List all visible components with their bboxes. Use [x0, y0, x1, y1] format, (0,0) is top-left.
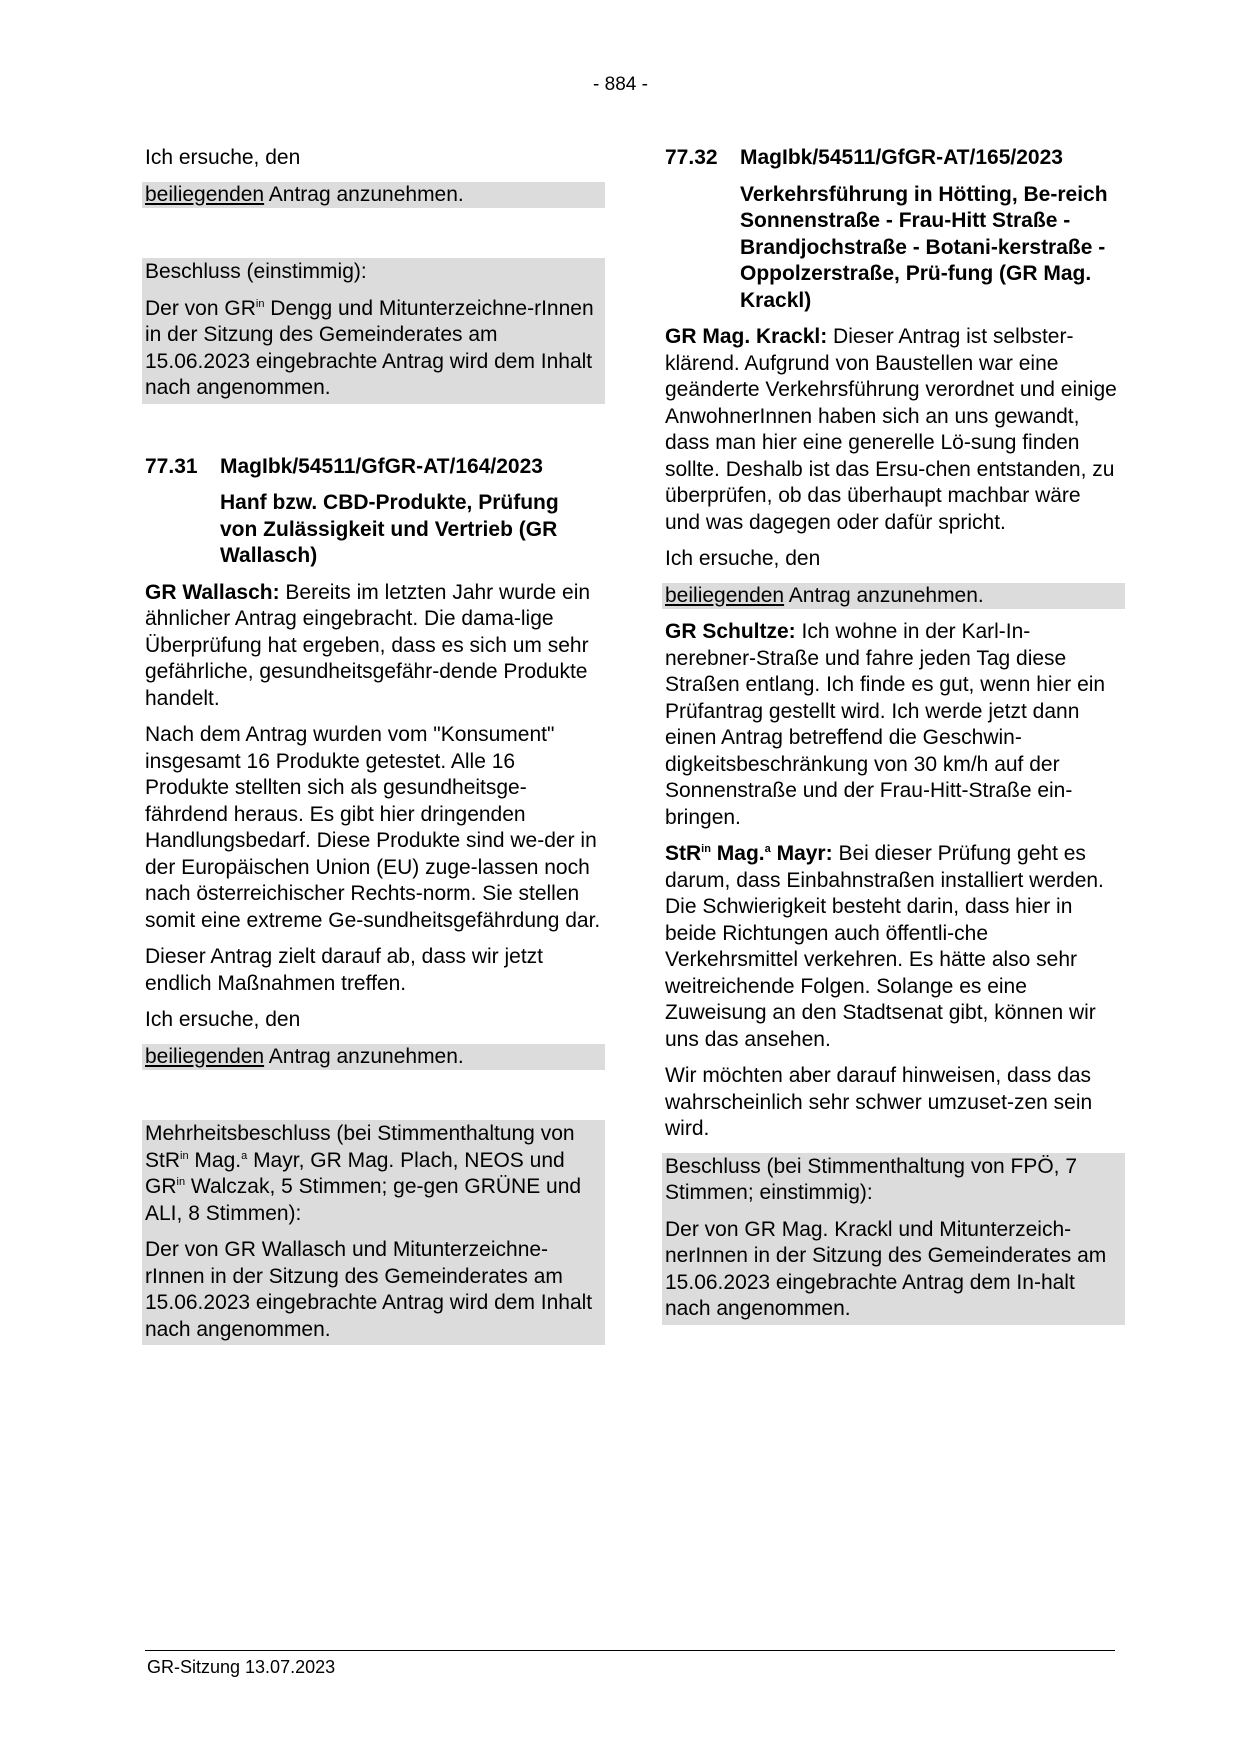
request-line	[142, 182, 605, 209]
speaker-name: GR Wallasch:	[145, 580, 280, 604]
left-column	[145, 145, 601, 1345]
request-intro: Ich ersuche, den	[145, 1008, 301, 1031]
decision-title: Beschluss (bei Stimmenthaltung von FPÖ, 7 Stimmen; einstimmig):	[665, 1154, 1078, 1204]
decision-text: Der von $GR^{in}$ Dengg und Mitunterzeichne-rInnen in der Sitzung des Gemeinderates am 15.06.2023 eingebrachte Antrag wird dem Inhalt nach angenommen.	[145, 296, 594, 399]
request-intro: Ich ersuche, den	[665, 547, 821, 570]
speech-paragraph: Dieser Antrag zielt darauf ab, dass wir jetzt endlich Maßnahmen treffen.	[145, 945, 544, 995]
request-rest: Antrag anzunehmen.	[264, 1044, 464, 1068]
agenda-item-number: 77.32	[665, 146, 718, 169]
agenda-item-title: Verkehrsführung in Hötting, Be-reich Sonnenstraße - Frau-Hitt Straße - Brandjochstraße - Botani-kerstraße - Oppolzerstraße, Prü-fung (GR Mag. Krackl)	[740, 182, 1108, 312]
agenda-item-heading	[665, 145, 1121, 172]
speech-paragraph: Nach dem Antrag wurden vom "Konsument" insgesamt 16 Produkte getestet. Alle 16 Produkte stellten sich als gesundheitsge-fährdend heraus. Es gibt hier dringenden Handlungsbedarf. Diese Produkte sind we-der in der Europäischen Union (EU) zuge-lassen noch nach österreichischer Rechts-norm. Sie stellen somit eine extreme Ge-sundheitsgefährdung dar.	[145, 723, 601, 932]
request-line	[662, 583, 1125, 610]
attachment-link[interactable]: beiliegenden	[145, 1044, 265, 1068]
decision-box	[142, 1120, 605, 1345]
decision-box	[142, 258, 605, 404]
footer-divider	[145, 1650, 1115, 1651]
speech-paragraph: GR Schultze: Ich wohne in der Karl-In-nerebner-Straße und fahre jeden Tag diese Straßen entlang. Ich finde es gut, wenn hier ein Prüfantrag gestellt wird. Ich werde jetzt dann einen Antrag betreffend die Geschwin-digkeitsbeschränkung von 30 km/h auf der Sonnenstraße und der Frau-Hitt-Straße ein-bringen.	[665, 620, 1106, 829]
decision-text: Der von GR Mag. Krackl und Mitunterzeich-nerInnen in der Sitzung des Gemeinderates am 15.06.2023 eingebrachte Antrag dem In-halt nach angenommen.	[665, 1217, 1107, 1320]
page-number: - 884 -	[593, 74, 648, 95]
request-intro: Ich ersuche, den	[145, 146, 301, 169]
decision-box	[662, 1153, 1125, 1325]
speech-paragraph: Wir möchten aber darauf hinweisen, dass das wahrscheinlich sehr schwer umzuset-zen sein wird.	[665, 1064, 1093, 1140]
decision-text: Der von GR Wallasch und Mitunterzeichne-rInnen in der Sitzung des Gemeinderates am 15.06.2023 eingebrachte Antrag wird dem Inhalt nach angenommen.	[145, 1238, 593, 1341]
agenda-item-number: 77.31	[145, 454, 198, 478]
agenda-item-title: Hanf bzw. CBD-Produkte, Prüfung von Zulässigkeit und Vertrieb (GR Wallasch)	[220, 491, 559, 567]
attachment-link[interactable]: beiliegenden	[665, 583, 785, 607]
speaker-name: GR Schultze:	[665, 620, 796, 643]
speech-paragraph: GR Wallasch: Bereits im letzten Jahr wurde ein ähnlicher Antrag eingebracht. Die dama-lige Überprüfung hat ergeben, dass es sich um sehr gefährliche, gesundheitsgefähr-dende Produkte handelt.	[145, 580, 591, 710]
speech-paragraph: GR Mag. Krackl: Dieser Antrag ist selbster-klärend. Aufgrund von Baustellen war eine geänderte Verkehrsführung verordnet und einige AnwohnerInnen haben sich an uns gewandt, dass man hier eine generelle Lö-sung finden sollte. Deshalb ist das Ersu-chen entstanden, zu überprüfen, ob das überhaupt machbar wäre und was dagegen oder dafür spricht.	[665, 325, 1117, 534]
agenda-item-reference: MagIbk/54511/GfGR-AT/164/2023	[220, 454, 543, 478]
request-line	[142, 1044, 605, 1071]
decision-title: Beschluss (einstimmig):	[145, 260, 367, 283]
agenda-item-heading	[145, 454, 601, 481]
request-rest: Antrag anzunehmen.	[784, 583, 984, 607]
speech-paragraph: StR$^{in}$ Mag.$^a$ Mayr: Bei dieser Prüfung geht es darum, dass Einbahnstraßen installiert werden. Die Schwierigkeit besteht darin, dass hier in beide Richtungen auch öffentli-che Verkehrsmittel verkehren. Es hätte also sehr weitreichende Folgen. Solange es eine Zuweisung an den Stadtsenat gibt, können wir uns das ansehen.	[665, 842, 1104, 1051]
footer-session-date: GR-Sitzung 13.07.2023	[147, 1657, 336, 1677]
speaker-name: StR$^{in}$ Mag.$^a$ Mayr:	[665, 842, 833, 865]
decision-title: Mehrheitsbeschluss (bei Stimmenthaltung von StR$^{in}$ Mag.$^a$ Mayr, GR Mag. Plach, NEOS und $GR^{in}$ Walczak, 5 Stimmen; ge-gen GRÜNE und ALI, 8 Stimmen):	[145, 1122, 582, 1225]
speaker-name: GR Mag. Krackl:	[665, 325, 828, 348]
request-rest: Antrag anzunehmen.	[264, 182, 464, 206]
agenda-item-reference: MagIbk/54511/GfGR-AT/165/2023	[740, 146, 1063, 169]
right-column	[665, 145, 1121, 1325]
attachment-link[interactable]: beiliegenden	[145, 182, 265, 206]
